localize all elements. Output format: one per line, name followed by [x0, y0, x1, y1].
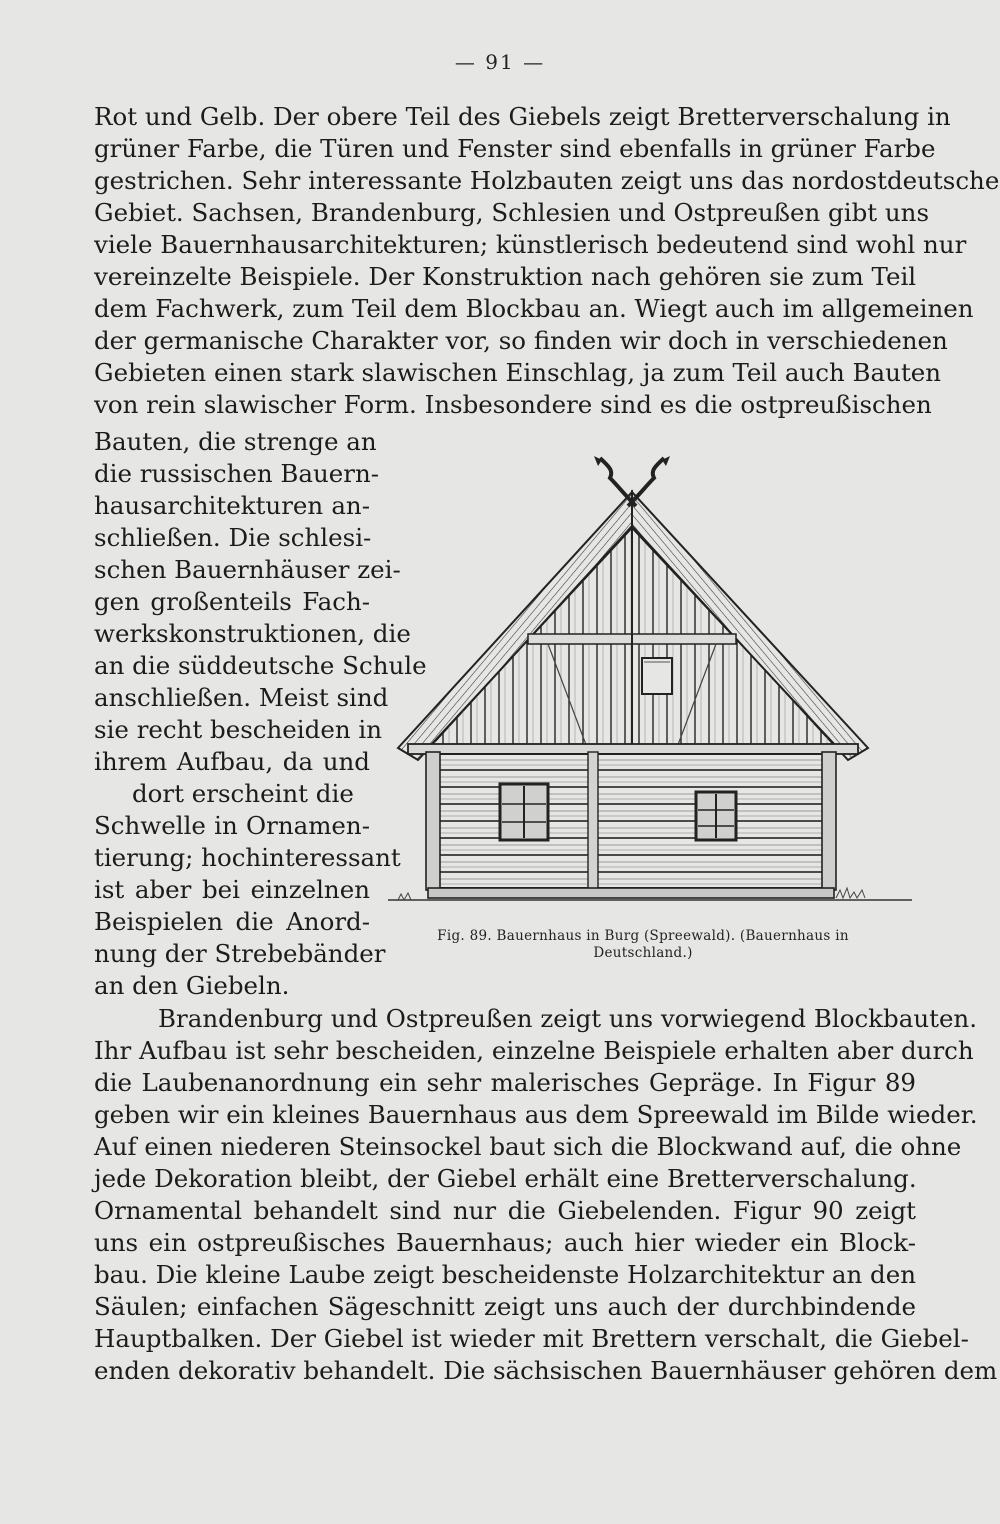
text-line: Gebieten einen stark slawischen Einschlag, ja zum Teil auch Bauten	[94, 358, 942, 387]
text-line: vereinzelte Beispiele. Der Konstruktion nach gehören sie zum Teil	[94, 262, 917, 291]
text-line: der germanische Charakter vor, so finden wir doch in verschiedenen	[94, 326, 948, 355]
text-line: enden dekorativ behandelt. Die sächsischen Bauernhäuser gehören dem	[94, 1356, 998, 1385]
text-line: Auf einen niederen Steinsockel baut sich die Blockwand auf, die ohne	[94, 1132, 962, 1161]
figure-caption: Fig. 89. Bauernhaus in Burg (Spreewald). (Bauernhaus in Deutschland.)	[437, 928, 849, 961]
text-line: bau. Die kleine Laube zeigt bescheidenste Holzarchitektur an den	[94, 1260, 916, 1289]
text-line: geben wir ein kleines Bauernhaus aus dem Spreewald im Bilde wieder.	[94, 1100, 978, 1129]
text-line: die Laubenanordnung ein sehr malerisches Gepräge. In Figur 89	[94, 1068, 916, 1097]
text-line: Hauptbalken. Der Giebel ist wieder mit Brettern verschalt, die Giebel-	[94, 1324, 969, 1353]
text-line: Schwelle in Ornamen-	[94, 811, 370, 840]
text-line: Rot und Gelb. Der obere Teil des Giebels zeigt Bretterverschalung in	[94, 102, 951, 131]
text-line: werkskonstruktionen, die	[94, 619, 411, 648]
text-line: sie recht bescheiden in	[94, 715, 382, 744]
text-line: Beispielen die Anord-	[94, 907, 370, 936]
text-line: Ornamental behandelt sind nur die Giebelenden. Figur 90 zeigt	[94, 1196, 916, 1225]
text-line: Gebiet. Sachsen, Brandenburg, Schlesien und Ostpreußen gibt uns	[94, 198, 930, 227]
text-line: Ihr Aufbau ist sehr bescheiden, einzelne Beispiele erhalten aber durch	[94, 1036, 974, 1065]
text-line: schließen. Die schlesi-	[94, 523, 372, 552]
text-line: ihrem Aufbau, da und	[94, 747, 370, 776]
text-line: an den Giebeln.	[94, 971, 290, 1000]
text-line: nung der Strebebänder	[94, 939, 386, 968]
text-line: grüner Farbe, die Türen und Fenster sind ebenfalls in grüner Farbe	[94, 134, 936, 163]
text-line: dort erscheint die	[132, 779, 354, 808]
text-line: die russischen Bauern-	[94, 459, 380, 488]
text-line: jede Dekoration bleibt, der Giebel erhält eine Bretterverschalung.	[94, 1164, 917, 1193]
page-number-value: 91	[485, 50, 515, 74]
text-line: Bauten, die strenge an	[94, 427, 377, 456]
text-line: an die süddeutsche Schule	[94, 651, 427, 680]
text-line: schen Bauernhäuser zei-	[94, 555, 401, 584]
text-line: gestrichen. Sehr interessante Holzbauten zeigt uns das nordostdeutsche	[94, 166, 1000, 195]
text-line: uns ein ostpreußisches Bauernhaus; auch hier wieder ein Block-	[94, 1228, 916, 1257]
text-line: von rein slawischer Form. Insbesondere sind es die ostpreußischen	[94, 390, 932, 419]
text-line: ist aber bei einzelnen	[94, 875, 370, 904]
text-line: gen großenteils Fach-	[94, 587, 370, 616]
text-line: Brandenburg und Ostpreußen zeigt uns vorwiegend Blockbauten.	[158, 1004, 978, 1033]
text-line: Säulen; einfachen Sägeschnitt zeigt uns auch der durchbindende	[94, 1292, 916, 1321]
text-line: tierung; hochinteressant	[94, 843, 401, 872]
text-line: hausarchitekturen an-	[94, 491, 370, 520]
farmhouse-illustration	[388, 448, 912, 918]
text-line: anschließen. Meist sind	[94, 683, 389, 712]
text-line: dem Fachwerk, zum Teil dem Blockbau an. Wiegt auch im allgemeinen	[94, 294, 974, 323]
page-number: — 91 —	[454, 50, 546, 74]
text-line: viele Bauernhausarchitekturen; künstlerisch bedeutend sind wohl nur	[94, 230, 967, 259]
